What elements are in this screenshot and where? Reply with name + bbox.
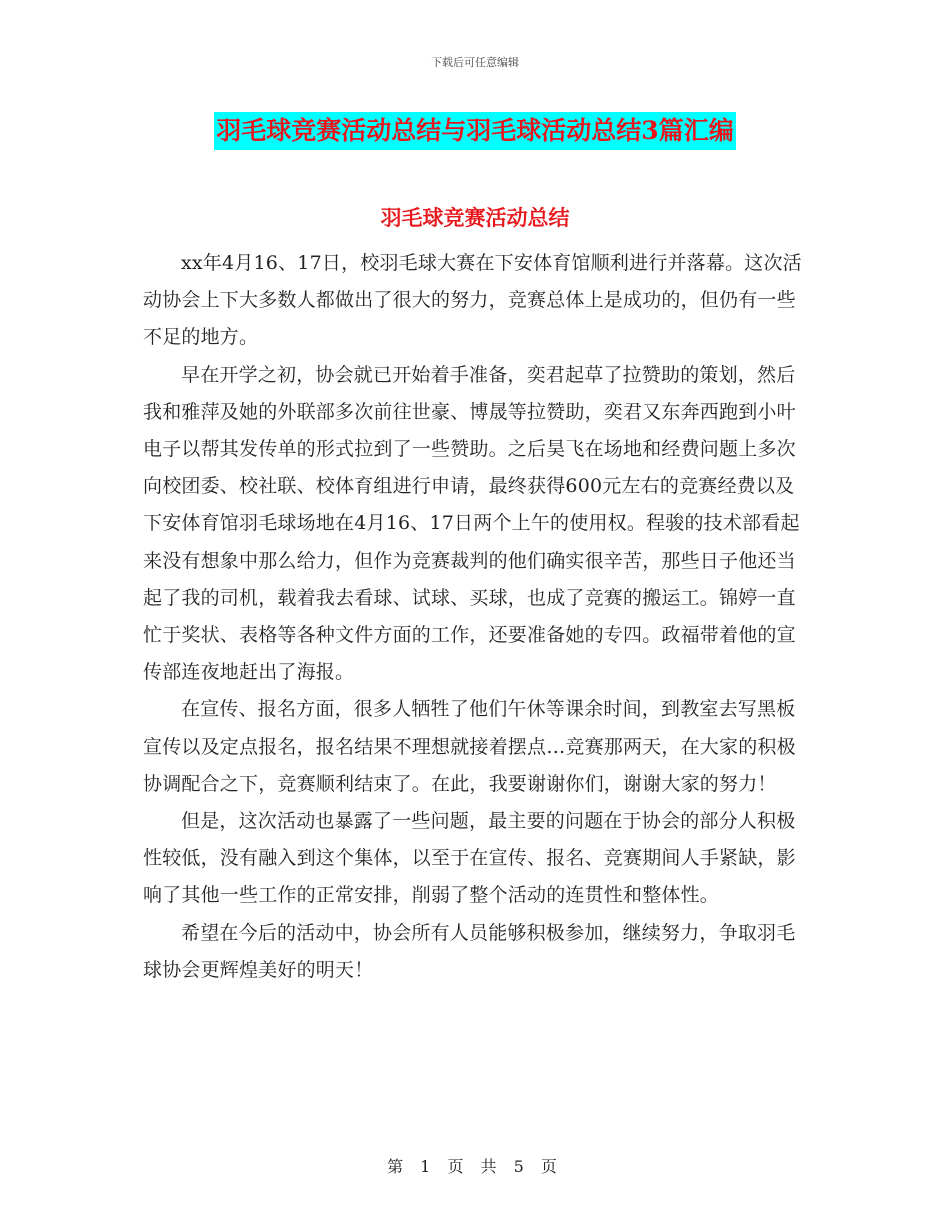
paragraph: 在宣传、报名方面，很多人牺牲了他们午休等课余时间，到教室去写黑板宣传以及定点报名，报名结果不理想就接着摆点…竞赛那两天，在大家的积极协调配合之下，竞赛顺利结束了。在此，我要谢谢你们，谢谢大家的努力！	[143, 698, 796, 795]
paragraph: 希望在今后的活动中，协会所有人员能够积极参加，继续努力，争取羽毛球协会更辉煌美好的明天！	[143, 921, 796, 981]
header-note: 下载后可任意编辑	[431, 56, 519, 69]
document-body	[143, 245, 813, 989]
page-number-footer: 第 1 页 共 5 页	[387, 1157, 563, 1176]
paragraph: xx年4月16、17日，校羽毛球大赛在下安体育馆顺利进行并落幕。这次活动协会上下大多数人都做出了很大的努力，竞赛总体上是成功的，但仍有一些不足的地方。	[143, 252, 802, 349]
document-title: 羽毛球竞赛活动总结与羽毛球活动总结3篇汇编	[214, 112, 735, 150]
paragraph: 早在开学之初，协会就已开始着手准备，奕君起草了拉赞助的策划，然后我和雅萍及她的外联部多次前往世豪、博晟等拉赞助，奕君又东奔西跑到小叶电子以帮其发传单的形式拉到了一些赞助。之后昊飞在场地和经费问题上多次向校团委、校社联、校体育组进行申请，最终获得600元左右的竞赛经费以及下安体育馆羽毛球场地在4月16、17日两个上午的使用权。程骏的技术部看起来没有想象中那么给力，但作为竞赛裁判的他们确实很辛苦，那些日子他还当起了我的司机，载着我去看球、试球、买球，也成了竞赛的搬运工。锦婷一直忙于奖状、表格等各种文件方面的工作，还要准备她的专四。政福带着他的宣传部连夜地赶出了海报。	[143, 363, 800, 684]
section-title: 羽毛球竞赛活动总结	[380, 205, 570, 230]
paragraph: 但是，这次活动也暴露了一些问题，最主要的问题在于协会的部分人积极性较低，没有融入到这个集体，以至于在宣传、报名、竞赛期间人手紧缺，影响了其他一些工作的正常安排，削弱了整个活动的连贯性和整体性。	[143, 810, 796, 907]
document-title-container	[0, 112, 950, 150]
